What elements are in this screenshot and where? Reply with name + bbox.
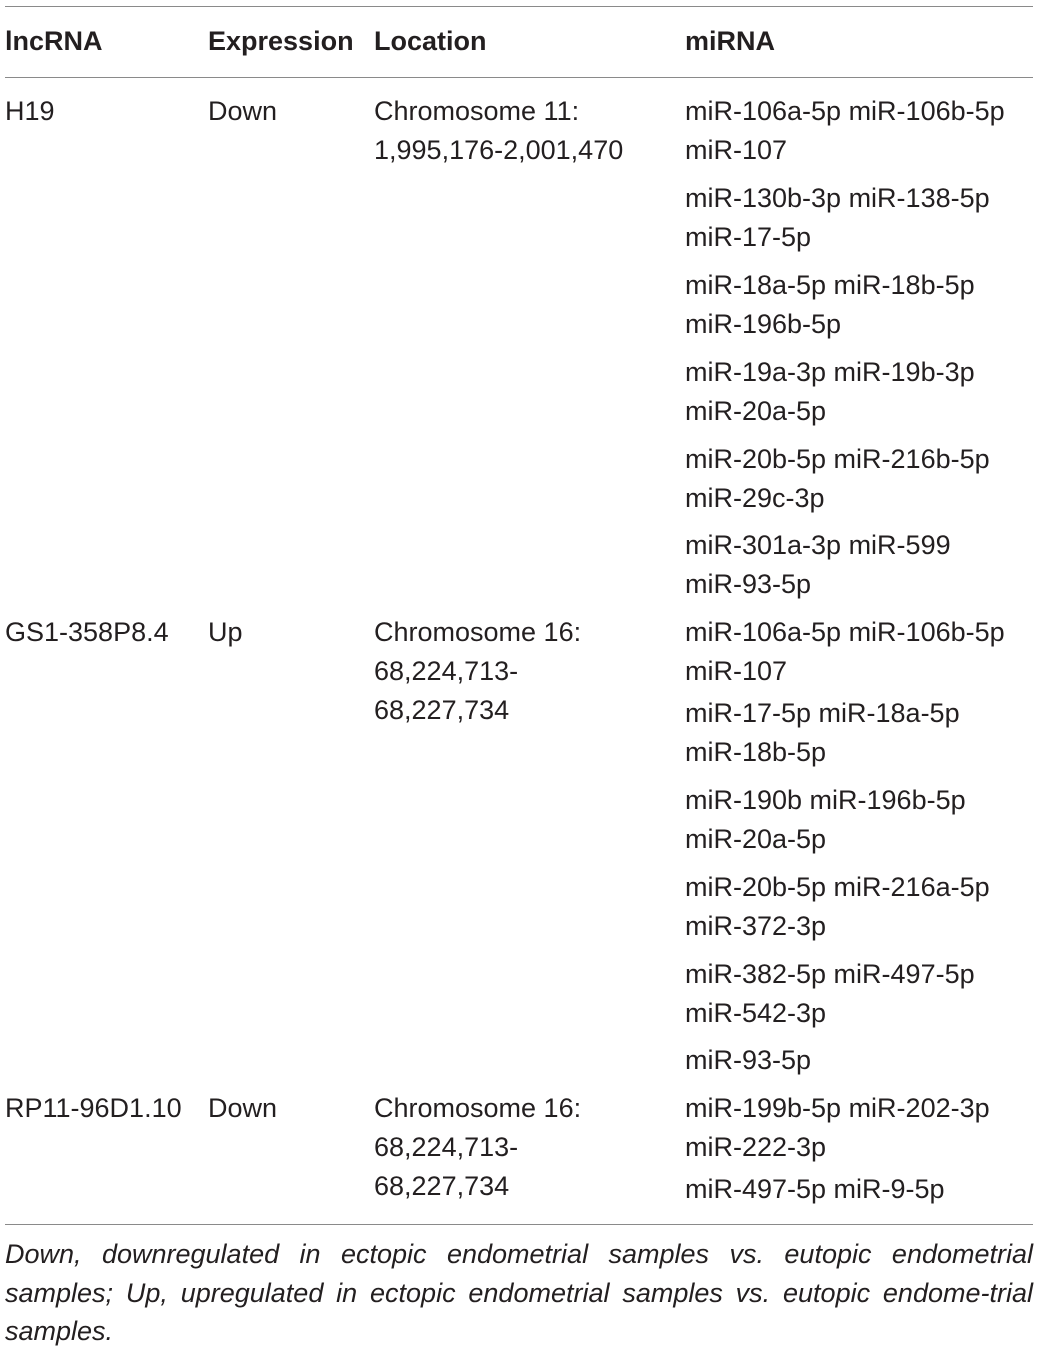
mirna-line: miR-20a-5p bbox=[685, 396, 827, 426]
mirna-line: miR-301a-3p miR-599 bbox=[685, 530, 951, 560]
mirna-line: miR-497-5p miR-9-5p bbox=[685, 1174, 945, 1204]
expression-cell: Down bbox=[208, 96, 278, 126]
mirna-line: miR-196b-5p bbox=[685, 309, 842, 339]
header-bottom-rule bbox=[5, 77, 1033, 78]
mirna-line: miR-107 bbox=[685, 656, 788, 686]
mirna-line: miR-29c-3p bbox=[685, 483, 825, 513]
mirna-line: miR-93-5p bbox=[685, 569, 812, 599]
mirna-line: miR-199b-5p miR-202-3p bbox=[685, 1093, 990, 1123]
mirna-line: miR-222-3p bbox=[685, 1132, 827, 1162]
location-line: 1,995,176-2,001,470 bbox=[374, 135, 624, 165]
location-line: 68,224,713- bbox=[374, 1132, 519, 1162]
lncrna-cell: RP11-96D1.10 bbox=[5, 1093, 182, 1123]
mirna-line: miR-18b-5p bbox=[685, 737, 827, 767]
location-line: 68,227,734 bbox=[374, 695, 510, 725]
expression-cell: Down bbox=[208, 1093, 278, 1123]
lncrna-cell: H19 bbox=[5, 96, 55, 126]
mirna-line: miR-542-3p bbox=[685, 998, 827, 1028]
header-expression: Expression bbox=[208, 26, 354, 56]
mirna-line: miR-130b-3p miR-138-5p bbox=[685, 183, 990, 213]
mirna-line: miR-93-5p bbox=[685, 1045, 812, 1075]
mirna-line: miR-106a-5p miR-106b-5p bbox=[685, 96, 1005, 126]
mirna-line: miR-19a-3p miR-19b-3p bbox=[685, 357, 975, 387]
header-location: Location bbox=[374, 26, 487, 56]
mirna-line: miR-107 bbox=[685, 135, 788, 165]
location-line: Chromosome 16: bbox=[374, 1093, 582, 1123]
mirna-line: miR-106a-5p miR-106b-5p bbox=[685, 617, 1005, 647]
location-line: Chromosome 11: bbox=[374, 96, 580, 126]
mirna-line: miR-20a-5p bbox=[685, 824, 827, 854]
header-lncrna: lncRNA bbox=[5, 26, 103, 56]
mirna-line: miR-18a-5p miR-18b-5p bbox=[685, 270, 975, 300]
location-line: 68,224,713- bbox=[374, 656, 519, 686]
table-bottom-rule bbox=[5, 1224, 1033, 1225]
location-line: Chromosome 16: bbox=[374, 617, 582, 647]
table-top-rule bbox=[5, 6, 1033, 7]
expression-cell: Up bbox=[208, 617, 243, 647]
location-line: 68,227,734 bbox=[374, 1171, 510, 1201]
mirna-line: miR-382-5p miR-497-5p bbox=[685, 959, 975, 989]
mirna-line: miR-20b-5p miR-216a-5p bbox=[685, 872, 990, 902]
mirna-line: miR-20b-5p miR-216b-5p bbox=[685, 444, 990, 474]
mirna-line: miR-190b miR-196b-5p bbox=[685, 785, 966, 815]
mirna-line: miR-372-3p bbox=[685, 911, 827, 941]
header-mirna: miRNA bbox=[685, 26, 776, 56]
table-footnote: Down, downregulated in ectopic endometrial samples vs. eutopic endometrial samples; Up, upregulated in ectopic endometrial samples vs. eutopic endome-trial samples. bbox=[5, 1239, 1033, 1346]
mirna-line: miR-17-5p miR-18a-5p bbox=[685, 698, 960, 728]
mirna-line: miR-17-5p bbox=[685, 222, 812, 252]
lncrna-cell: GS1-358P8.4 bbox=[5, 617, 169, 647]
